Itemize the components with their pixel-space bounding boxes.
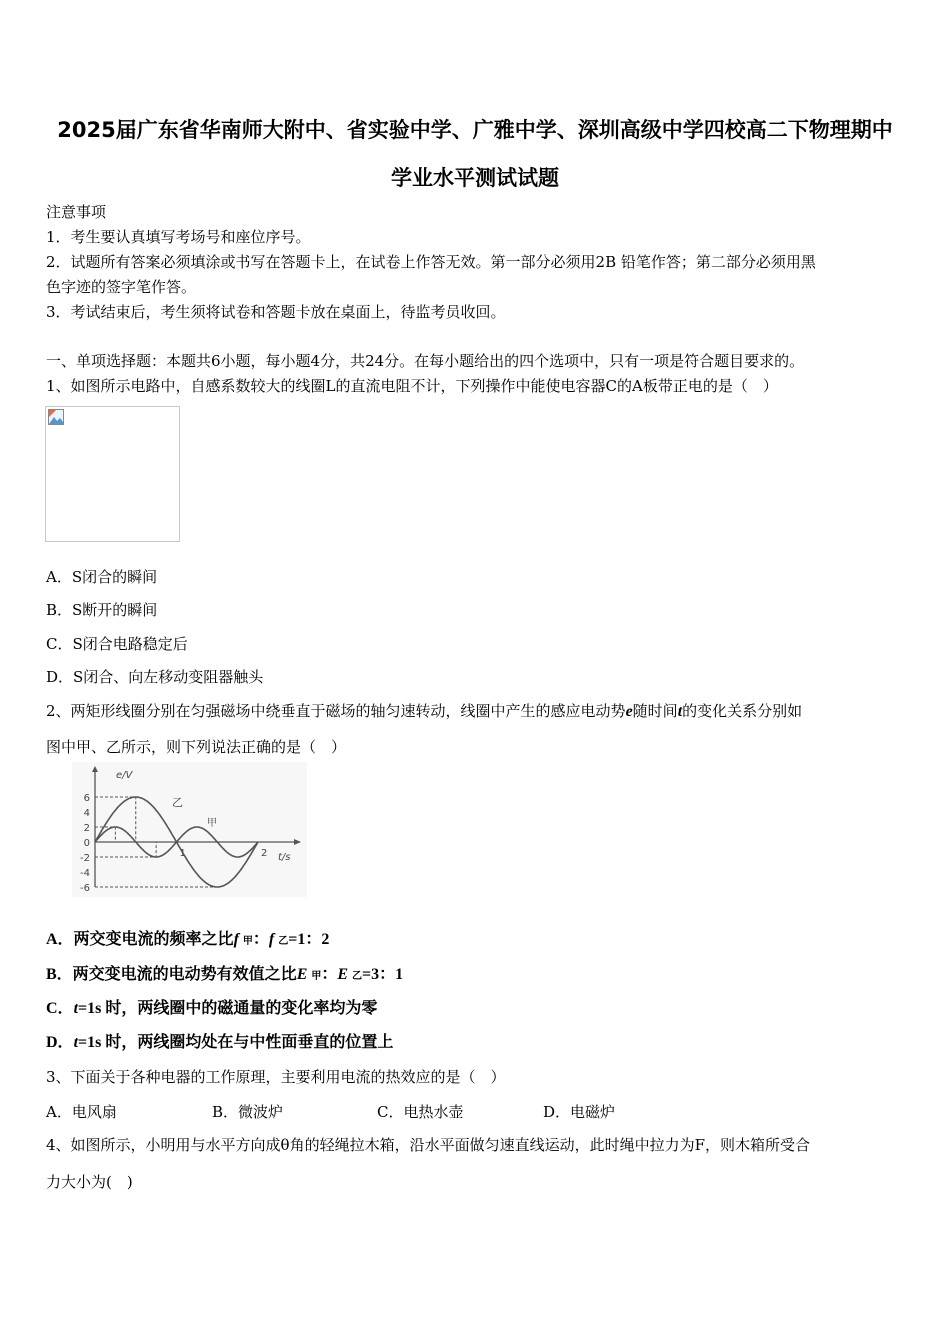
q1-option-b: B．S断开的瞬间 xyxy=(46,601,158,619)
notice-item: 3．考试结束后，考生须将试卷和答题卡放在桌面上，待监考员收回。 xyxy=(46,303,506,321)
q2-option-a: A．两交变电流的频率之比f 甲：f 乙=1：2 xyxy=(46,931,330,948)
section-heading: 一、单项选择题：本题共6小题，每小题4分，共24分。在每小题给出的四个选项中，只有一项是符合题目要求的。 xyxy=(46,352,805,370)
q1-stem: 1、如图所示电路中，自感系数较大的线圈L的直流电阻不计，下列操作中能使电容器C的A板带正电的是（ ） xyxy=(46,377,778,395)
title-line-2: 学业水平测试试题 xyxy=(391,166,559,190)
q4-stem-line-2: 力大小为( ) xyxy=(46,1173,133,1191)
notice-item: 色字迹的签字笔作答。 xyxy=(46,278,197,296)
series-label-yi: 乙 xyxy=(172,796,183,809)
q3-option-b: B．微波炉 xyxy=(212,1103,284,1121)
q3-option-c: C．电热水壶 xyxy=(377,1103,464,1121)
q4-stem-line-1: 4、如图所示，小明用与水平方向成θ角的轻绳拉木箱，沿水平面做匀速直线运动，此时绳中拉力为F，则木箱所受合 xyxy=(46,1136,810,1154)
q2-stem-line-1: 2、两矩形线圈分别在匀强磁场中绕垂直于磁场的轴匀速转动，线圈中产生的感应电动势e随时间t的变化关系分别如 xyxy=(46,702,803,720)
x-axis-label: t/s xyxy=(278,852,291,863)
q1-option-a: A．S闭合的瞬间 xyxy=(46,568,158,586)
y-tick-label: 6 xyxy=(83,793,90,804)
y-tick-label: 2 xyxy=(83,823,90,834)
x-tick-label: 1 xyxy=(179,848,186,859)
y-tick-label: -6 xyxy=(80,883,90,894)
broken-image-icon xyxy=(48,409,64,425)
q2-option-b: B．两交变电流的电动势有效值之比E 甲：E 乙=3：1 xyxy=(46,966,404,983)
notice-item: 1．考生要认真填写考场号和座位序号。 xyxy=(46,228,311,246)
y-tick-label: 4 xyxy=(83,808,90,819)
series-label-jia: 甲 xyxy=(207,818,217,829)
notice-heading: 注意事项 xyxy=(46,203,107,221)
q1-option-c: C．S闭合电路稳定后 xyxy=(46,635,188,653)
y-tick-label: -2 xyxy=(80,853,90,864)
x-tick-label: 2 xyxy=(261,848,268,859)
y-axis-label: e/V xyxy=(116,770,133,781)
broken-image-placeholder xyxy=(45,406,180,542)
y-tick-label: -4 xyxy=(80,868,90,879)
emf-time-graph xyxy=(72,762,307,897)
q2-option-c: C．t=1s 时，两线圈中的磁通量的变化率均为零 xyxy=(46,1000,378,1017)
q1-option-d: D．S闭合、向左移动变阻器触头 xyxy=(46,668,264,686)
notice-item: 2．试题所有答案必须填涂或书写在答题卡上，在试卷上作答无效。第一部分必须用2B 铅笔作答；第二部分必须用黑 xyxy=(46,253,816,271)
q3-stem: 3、下面关于各种电器的工作原理，主要利用电流的热效应的是（ ） xyxy=(46,1068,506,1086)
q2-stem-line-2: 图中甲、乙所示，则下列说法正确的是（ ） xyxy=(46,738,347,756)
q2-option-d: D．t=1s 时，两线圈均处在与中性面垂直的位置上 xyxy=(46,1034,394,1051)
title-line-1: 2025届广东省华南师大附中、省实验中学、广雅中学、深圳高级中学四校高二下物理期中 xyxy=(57,118,893,142)
y-tick-label: 0 xyxy=(83,838,90,849)
q3-option-d: D．电磁炉 xyxy=(543,1103,616,1121)
q3-option-a: A．电风扇 xyxy=(46,1103,117,1121)
